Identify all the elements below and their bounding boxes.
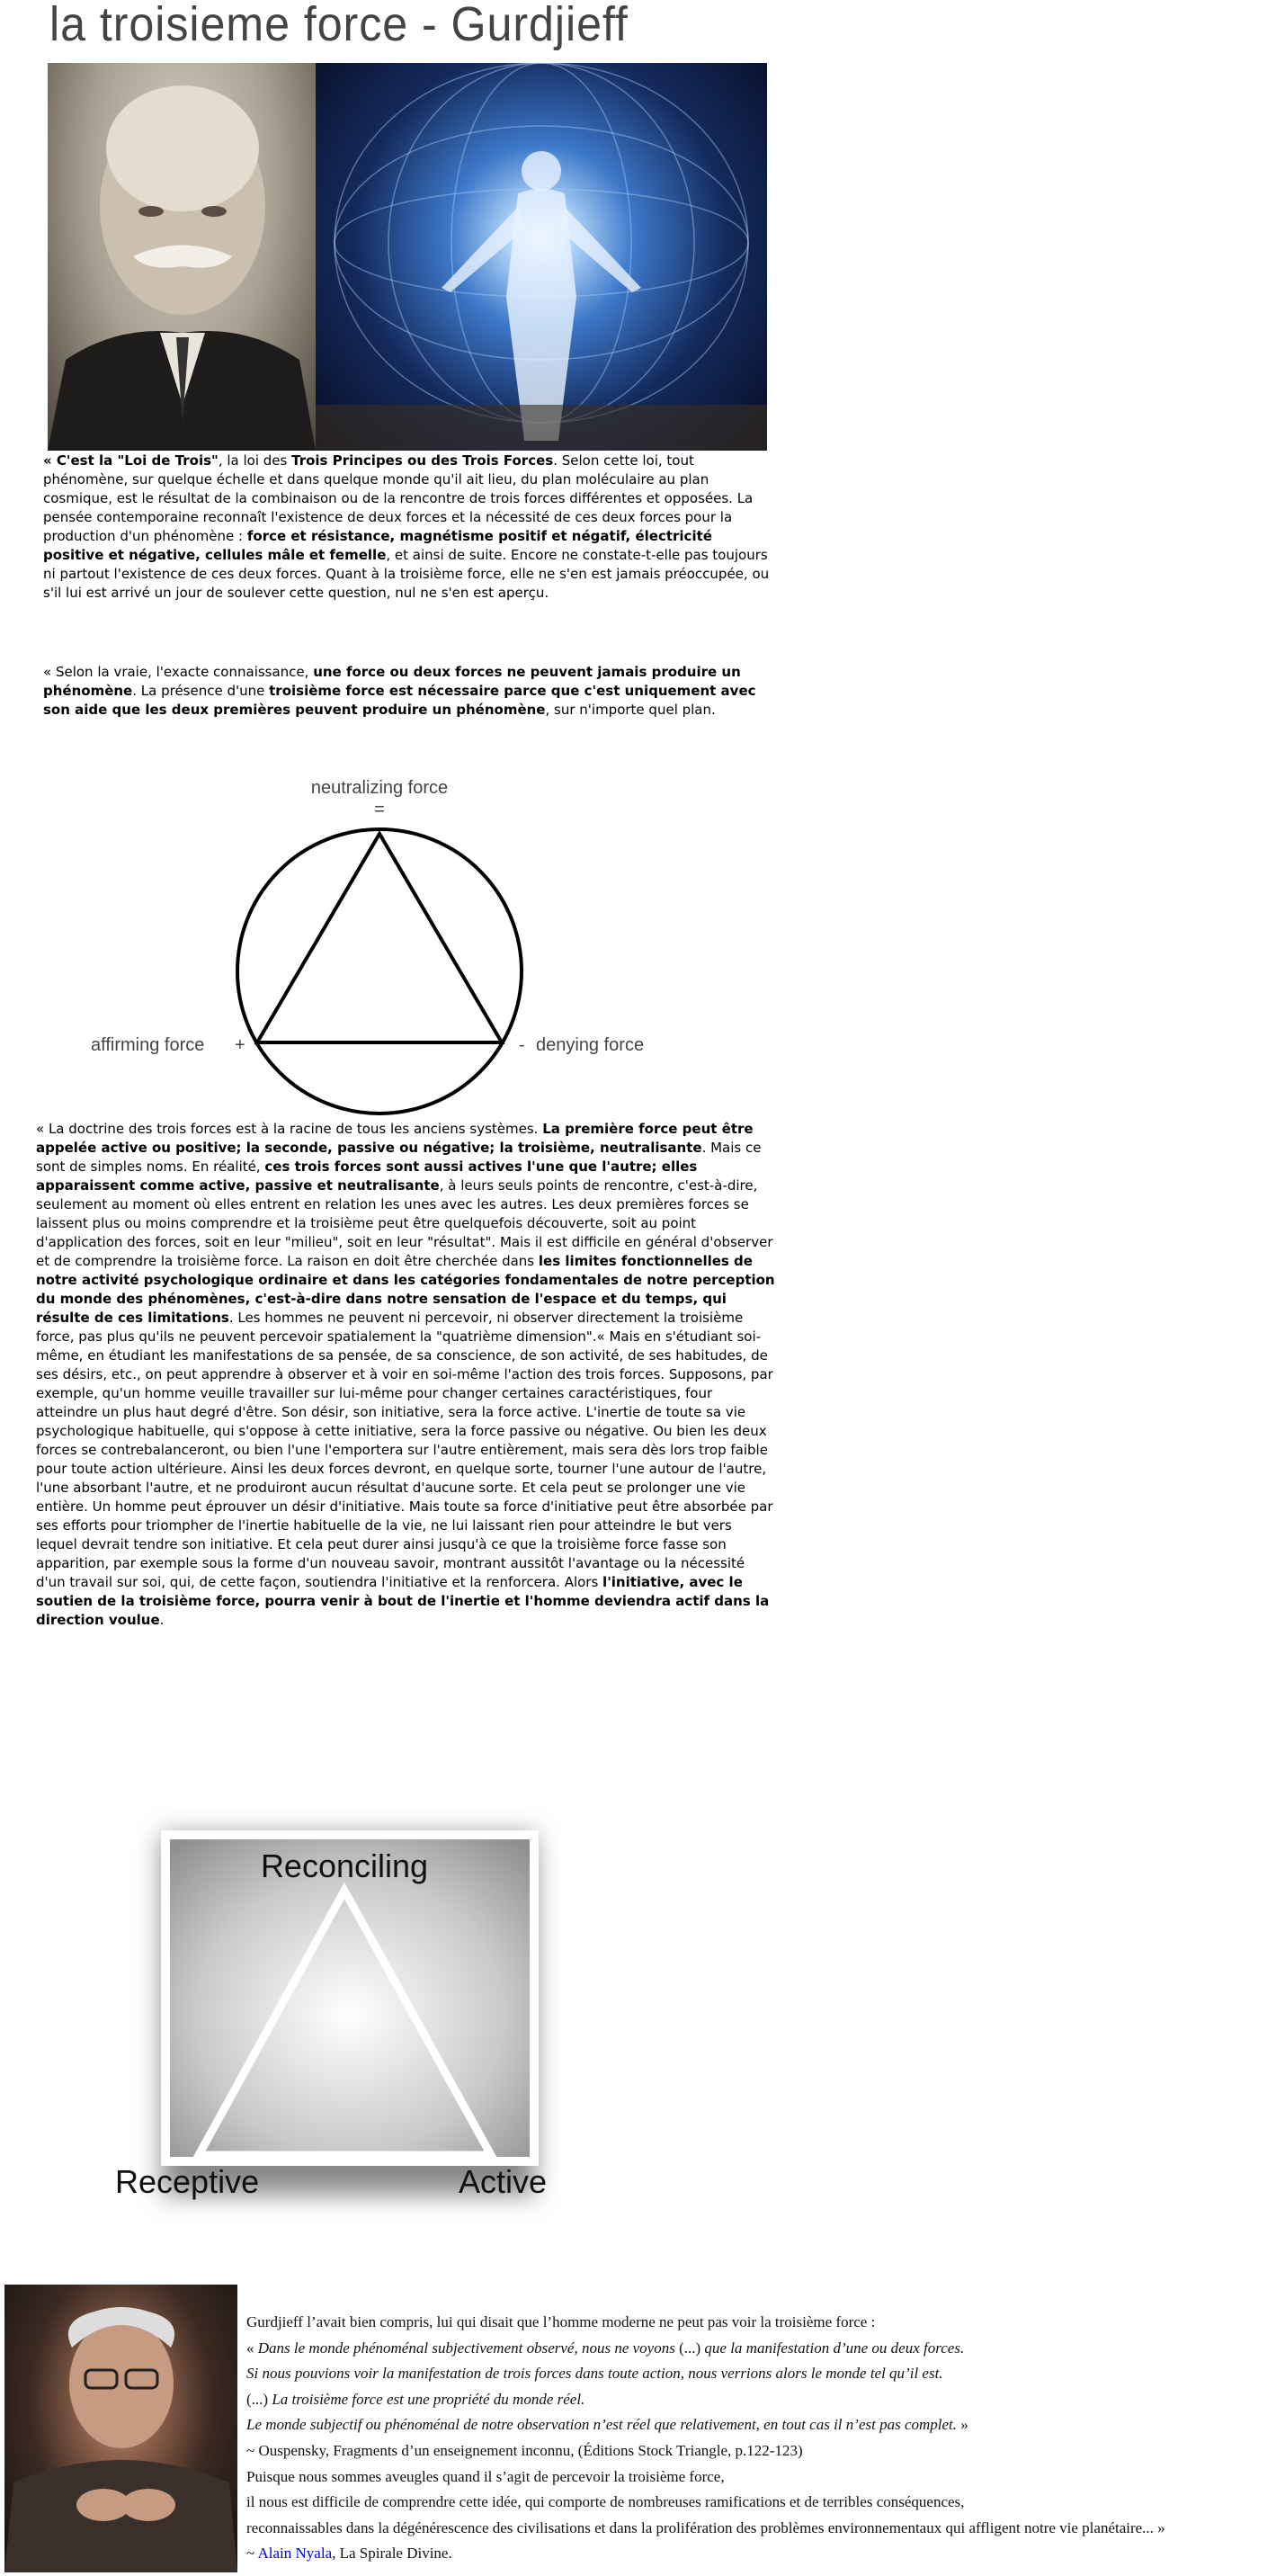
text-segment: . Mais ce sont de simples noms. En réalité,	[36, 1140, 762, 1175]
bold-text-segment: troisième force est nécessaire parce que c'est uniquement avec son aide que les deux premières peuvent produire un phénomène	[43, 683, 756, 718]
author-link[interactable]: Alain Nyala	[257, 2545, 333, 2563]
diagram-triangle	[257, 834, 502, 1042]
text-segment: . Selon cette loi, tout phénomène, sur quelque échelle et dans quelque monde qu'il ait lieu, du plan moléculaire au plan cosmique, est le résultat de la combinaison ou de la rencontre de trois forces différentes et opposées. La pensée contemporaine reconnaît l'existence de deux forces et la nécessité de ces deux forces pour la production d'un phénomène :	[43, 452, 754, 544]
denying-force-label: denying force	[536, 1035, 645, 1055]
page-title: la troisieme force - Gurdjieff	[49, 0, 629, 51]
bold-text-segment: les limites fonctionnelles de notre activité psychologique ordinaire et dans les catégories fondamentales de notre perception du monde des phénomènes, c'est-à-dire dans notre sensation de l'espace et du temps, qui résulte de ces limitations	[36, 1253, 775, 1326]
italic-text-segment: que la manifestation d’une ou deux forces.	[700, 2339, 965, 2357]
three-forces-circle-diagram	[86, 763, 671, 1123]
text-segment: , et ainsi de suite. Encore ne constate-t-elle pas toujours ni partout l'existence de ces deux forces. Quant à la troisième force, elle ne s'en est jamais préoccupée, ou s'il lui est arrivé un jour de soulever cette question, nul ne s'en est aperçu.	[43, 547, 770, 601]
doctrine-paragraph	[36, 1120, 775, 1630]
text-segment: (...)	[246, 2390, 272, 2408]
quote-line	[246, 2412, 1272, 2438]
cosmic-human-image	[316, 63, 767, 451]
quote-line	[246, 2490, 1272, 2516]
reconciling-label: Reconciling	[260, 1847, 429, 1884]
text-segment: Puisque nous sommes aveugles quand il s’agit de percevoir la troisième force,	[246, 2467, 725, 2485]
denying-sign: -	[519, 1035, 525, 1055]
gurdjieff-portrait-image	[48, 63, 316, 451]
quote-line	[246, 2516, 1272, 2542]
text-segment: , à leurs seuls points de rencontre, c'est-à-dire, seulement au moment où elles entrent en relation les unes avec les autres. Les deux premières forces se laissent plus ou moins comprendre et la troisième peut être quelquefois découverte, soit au point d'application des forces, soit en leur "milieu", soit en leur "résultat". Mais il est difficile en général d'observer et de comprendre la troisième force. La raison en doit être cherchée dans	[36, 1177, 773, 1269]
text-segment: il nous est difficile de comprendre cette idée, qui comporte de nombreuses ramifications et de terribles conséquences,	[246, 2493, 965, 2511]
intro-paragraph	[43, 452, 776, 603]
text-segment: reconnaissables dans la dégénérescence des civilisations et dans la prolifération des problèmes environnementaux qui affligent notre vie planétaire... »	[246, 2518, 1165, 2536]
bold-text-segment: l'initiative, avec le soutien de la troisième force, pourra venir à bout de l'inertie et l'homme deviendra actif dans la direction voulue	[36, 1574, 770, 1628]
text-segment: .	[159, 1612, 165, 1628]
text-segment: , sur n'importe quel plan.	[545, 702, 716, 718]
quote-line	[246, 2361, 1272, 2387]
quote-block	[246, 2310, 1272, 2567]
quote-line	[246, 2438, 1272, 2464]
receptive-label: Receptive	[115, 2163, 260, 2200]
affirming-sign: +	[235, 1035, 245, 1055]
quote-line	[246, 2310, 1272, 2336]
quote-line	[246, 2464, 1272, 2491]
quote-line	[246, 2541, 1272, 2567]
text-segment: ~	[246, 2545, 258, 2563]
italic-text-segment: La troisième force est une propriété du monde réel.	[272, 2390, 585, 2408]
bold-text-segment: force et résistance, magnétisme positif et négatif, électricité positive et négative, cellules mâle et femelle	[43, 528, 712, 563]
text-segment: , La Spirale Divine.	[332, 2545, 452, 2563]
affirming-force-label: affirming force	[91, 1035, 205, 1055]
bold-text-segment: La première force peut être appelée active ou positive; la seconde, passive ou négative; la troisième, neutralisante	[36, 1121, 754, 1156]
reconciling-triangle-diagram	[99, 1808, 602, 2258]
author-photo	[4, 2285, 237, 2572]
quote-line	[246, 2387, 1272, 2413]
text-segment: . La présence d'une	[132, 683, 270, 699]
hero-image	[48, 63, 767, 451]
quote-line	[246, 2336, 1272, 2362]
bold-text-segment: « C'est la "Loi de Trois"	[43, 452, 219, 469]
text-segment: «	[246, 2339, 258, 2357]
text-segment: « Selon la vraie, l'exacte connaissance,	[43, 664, 314, 680]
neutralizing-force-label: neutralizing force	[310, 778, 449, 798]
text-segment: ~ Ouspensky, Fragments d’un enseignement inconnu, (Éditions Stock Triangle, p.122-123)	[246, 2441, 803, 2459]
italic-text-segment: Le monde subjectif ou phénoménal de notre observation n’est réel que relativement, en tout cas il n’est pas complet.	[246, 2416, 958, 2434]
third-force-paragraph	[43, 663, 776, 720]
bold-text-segment: une force ou deux forces ne peuvent jamais produire un phénomène	[43, 664, 741, 699]
bold-text-segment: ces trois forces sont aussi actives l'une que l'autre; elles apparaissent comme active, passive et neutralisante	[36, 1158, 698, 1194]
italic-text-segment: Dans le monde phénoménal subjectivement observé, nous ne voyons	[257, 2339, 680, 2357]
text-segment: , la loi des	[218, 452, 292, 469]
text-segment: Gurdjieff l’avait bien compris, lui qui disait que l’homme moderne ne peut pas voir la troisième force :	[246, 2313, 876, 2330]
italic-text-segment: Si nous pouvions voir la manifestation de trois forces dans toute action, nous verrions alors le monde tel qu’il est.	[246, 2365, 943, 2383]
text-segment: « La doctrine des trois forces est à la racine de tous les anciens systèmes.	[36, 1121, 543, 1137]
diagram-circle	[237, 829, 522, 1114]
text-segment: »	[957, 2416, 968, 2434]
neutralizing-sign: =	[374, 800, 385, 819]
active-label: Active	[459, 2163, 548, 2200]
text-segment: . Les hommes ne peuvent ni percevoir, ni observer directement la troisième force, pas plus qu'ils ne peuvent percevoir spatialement la "quatrième dimension".« Mais en s'étudiant soi-même, en étudiant les manifestations de sa pensée, de sa conscience, de son activité, de ses habitudes, de ses désirs, etc., on peut apprendre à observer et à voir en soi-même l'action des trois forces. Supposons, par exemple, qu'un homme veuille travailler sur lui-même pour changer certaines caractéristiques, four atteindre un plus haut degré d'être. Son désir, son initiative, sera la force active. L'inertie de toute sa vie psychologique habituelle, qui s'oppose à cette initiative, sera la force passive ou négative. Ou bien les deux forces se contrebalanceront, ou bien l'une l'emportera sur l'autre entièrement, mais sera dès lors trop faible pour toute action ultérieure. Ainsi les deux forces devront, en quelque sorte, tourner l'une autour de l'autre, l'une absorbant l'autre, et ne produiront aucun résultat d'aucune sorte. Et cela peut se prolonger une vie entière. Un homme peut éprouver un désir d'initiative. Mais toute sa force d'initiative peut être absorbée par ses efforts pour triompher de l'inertie habituelle de la vie, ne lui laissant rien pour atteindre le but vers lequel devrait tendre son initiative. Et cela peut durer ainsi jusqu'à ce que la troisième force fasse son apparition, par exemple sous la forme d'un nouveau savoir, montrant aussitôt l'avantage ou la nécessité d'un travail sur soi, qui, de cette façon, soutiendra l'initiative et la renforcera. Alors	[36, 1310, 773, 1590]
bold-text-segment: Trois Principes ou des Trois Forces	[291, 452, 554, 469]
text-segment: (...)	[679, 2339, 701, 2357]
